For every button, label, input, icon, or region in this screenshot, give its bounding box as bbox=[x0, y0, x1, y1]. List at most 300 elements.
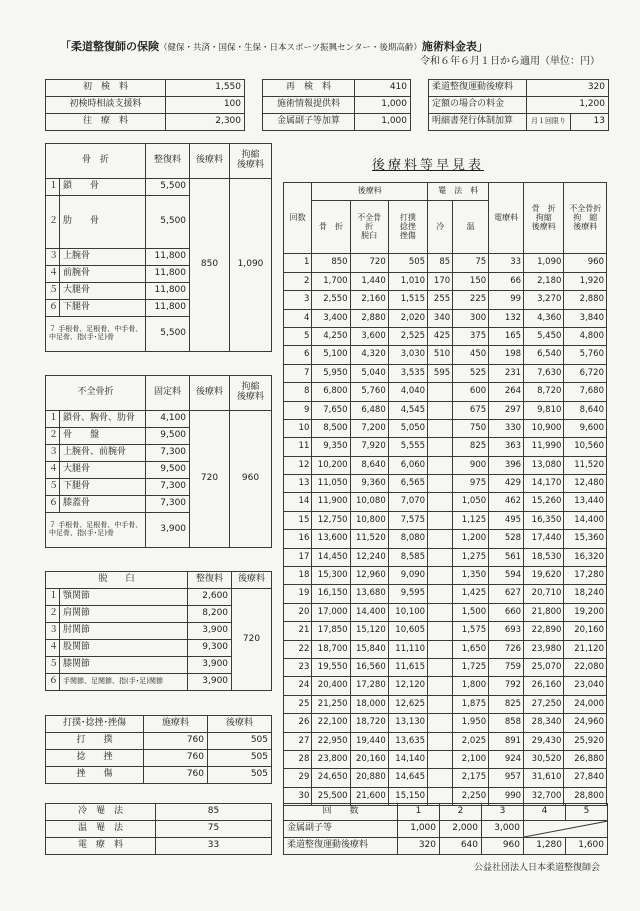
row-fee: 3,900 bbox=[188, 623, 232, 640]
col-header-elec: 電療料 bbox=[489, 183, 524, 254]
cell-cold: 255 bbox=[428, 291, 453, 309]
row-name: 電 療 料 bbox=[46, 838, 156, 855]
cell-warm: 2,175 bbox=[453, 769, 489, 787]
cell-sprain: 15,150 bbox=[388, 787, 427, 805]
row-number: １ bbox=[46, 411, 60, 428]
cell-inc-contract: 13,440 bbox=[564, 493, 607, 511]
row-name: 骨 盤 bbox=[60, 428, 146, 445]
cell-warm: 975 bbox=[453, 475, 489, 493]
row-name: 肩関節 bbox=[60, 606, 188, 623]
cell-inc-contract: 16,320 bbox=[564, 548, 607, 566]
cell-sprain: 10,100 bbox=[388, 603, 427, 621]
col-header: 打撲･捻挫･挫傷 bbox=[46, 716, 144, 733]
cell-cold bbox=[428, 658, 453, 676]
table-row bbox=[284, 419, 607, 437]
row-value: 1,600 bbox=[566, 838, 608, 855]
table-row bbox=[46, 589, 272, 606]
cell-fracture: 22,950 bbox=[312, 732, 350, 750]
row-name: 捻 挫 bbox=[46, 750, 144, 767]
cell-incomplete: 20,880 bbox=[350, 769, 388, 787]
cell-frac-contract: 31,610 bbox=[524, 769, 564, 787]
cell-sprain: 8,080 bbox=[388, 530, 427, 548]
table-header bbox=[46, 376, 272, 411]
cell-inc-contract: 24,960 bbox=[564, 714, 607, 732]
table-row bbox=[284, 677, 607, 695]
diagonal-cell bbox=[524, 821, 608, 838]
col-header: 不全骨折 bbox=[46, 376, 146, 411]
header-line: 拘 縮 bbox=[573, 212, 598, 222]
table-row bbox=[46, 838, 272, 855]
cell-fracture: 17,850 bbox=[312, 622, 350, 640]
header-line: 後療料 bbox=[573, 221, 598, 231]
cell-warm: 750 bbox=[453, 419, 489, 437]
cell-count: 13 bbox=[284, 475, 312, 493]
fee-label: 初 検 料 bbox=[46, 80, 166, 97]
cell-inc-contract: 27,840 bbox=[564, 769, 607, 787]
row-name bbox=[46, 513, 146, 548]
row-number: ３ bbox=[46, 623, 60, 640]
cell-inc-contract: 8,640 bbox=[564, 401, 607, 419]
row-value: 2,000 bbox=[440, 821, 482, 838]
cell-frac-contract: 28,340 bbox=[524, 714, 564, 732]
table-row bbox=[429, 80, 609, 97]
cell-inc-contract: 23,040 bbox=[564, 677, 607, 695]
col-header-incomplete bbox=[350, 201, 388, 254]
row-name: 大腿骨 bbox=[60, 462, 146, 479]
cell-inc-contract: 2,880 bbox=[564, 291, 607, 309]
col-header: 後療料 bbox=[190, 144, 230, 179]
row-name-line: 中足骨、指(手･足)骨 bbox=[49, 333, 114, 341]
cell-fracture: 13,600 bbox=[312, 530, 350, 548]
row-number: ７ bbox=[49, 521, 56, 530]
cell-elec: 33 bbox=[489, 254, 524, 272]
row-after: 505 bbox=[208, 750, 272, 767]
row-label: 金属副子等 bbox=[284, 821, 398, 838]
cell-sprain: 9,090 bbox=[388, 567, 427, 585]
row-name: 温 罨 法 bbox=[46, 821, 156, 838]
cell-incomplete: 8,640 bbox=[350, 456, 388, 474]
col-header: 固定料 bbox=[146, 376, 190, 411]
row-fee: 5,500 bbox=[146, 179, 190, 196]
row-fee: 3,900 bbox=[146, 513, 190, 548]
cell-sprain: 13,130 bbox=[388, 714, 427, 732]
cell-count: 16 bbox=[284, 530, 312, 548]
row-number: ３ bbox=[46, 249, 60, 266]
table-row bbox=[284, 769, 607, 787]
cell-elec: 132 bbox=[489, 309, 524, 327]
table-row bbox=[284, 585, 607, 603]
cell-cold bbox=[428, 456, 453, 474]
cell-sprain: 4,040 bbox=[388, 383, 427, 401]
cell-incomplete: 7,920 bbox=[350, 438, 388, 456]
title-sub: （健保・共済・国保・生保・日本スポーツ振興センター・後期高齢） bbox=[159, 43, 422, 53]
table-row bbox=[284, 309, 607, 327]
fee-label: 明細書発行体制加算 bbox=[429, 114, 527, 131]
cell-cold bbox=[428, 530, 453, 548]
cell-elec: 231 bbox=[489, 364, 524, 382]
cell-warm: 900 bbox=[453, 456, 489, 474]
cell-count: 5 bbox=[284, 327, 312, 345]
col-header: 回 数 bbox=[284, 804, 398, 821]
row-fee: 11,800 bbox=[146, 266, 190, 283]
table-row bbox=[284, 475, 607, 493]
table-row bbox=[284, 567, 607, 585]
cell-cold bbox=[428, 438, 453, 456]
quick-table-title: 後療料等早見表 bbox=[372, 158, 485, 173]
cell-sprain: 1,515 bbox=[388, 291, 427, 309]
row-name-line: 手根骨、足根骨、中手骨、 bbox=[58, 325, 143, 334]
cell-cold: 340 bbox=[428, 309, 453, 327]
row-fee: 9,500 bbox=[146, 462, 190, 479]
cell-warm: 300 bbox=[453, 309, 489, 327]
cell-count: 29 bbox=[284, 769, 312, 787]
cell-elec: 99 bbox=[489, 291, 524, 309]
count-header: 1 bbox=[398, 804, 440, 821]
row-name: 冷 罨 法 bbox=[46, 804, 156, 821]
cell-incomplete: 20,160 bbox=[350, 750, 388, 768]
cell-cold: 425 bbox=[428, 327, 453, 345]
row-name: 挫 傷 bbox=[46, 767, 144, 784]
row-name: 大腿骨 bbox=[60, 283, 146, 300]
cell-fracture: 19,550 bbox=[312, 658, 350, 676]
cell-warm: 1,725 bbox=[453, 658, 489, 676]
cell-fracture: 25,500 bbox=[312, 787, 350, 805]
col-header: 施療料 bbox=[144, 716, 208, 733]
row-fee: 9,500 bbox=[146, 428, 190, 445]
cell-fracture: 12,750 bbox=[312, 511, 350, 529]
row-number: ５ bbox=[46, 283, 60, 300]
row-name: 上腕骨、前腕骨 bbox=[60, 445, 146, 462]
row-name: 股関節 bbox=[60, 640, 188, 657]
cell-inc-contract: 22,080 bbox=[564, 658, 607, 676]
header-line: 後療料 bbox=[237, 392, 265, 402]
cell-warm: 1,875 bbox=[453, 695, 489, 713]
row-number: ４ bbox=[46, 640, 60, 657]
cell-incomplete: 6,480 bbox=[350, 401, 388, 419]
cell-warm: 1,575 bbox=[453, 622, 489, 640]
cell-incomplete: 12,240 bbox=[350, 548, 388, 566]
col-header-count: 回数 bbox=[284, 183, 312, 254]
cell-warm: 825 bbox=[453, 438, 489, 456]
cell-sprain: 1,010 bbox=[388, 272, 427, 290]
contract-fee: 960 bbox=[230, 411, 272, 548]
row-fee: 760 bbox=[144, 750, 208, 767]
header-line: 拘縮 bbox=[535, 212, 552, 222]
row-value: 320 bbox=[398, 838, 440, 855]
cell-fracture: 20,400 bbox=[312, 677, 350, 695]
cell-frac-contract: 30,520 bbox=[524, 750, 564, 768]
table-row bbox=[284, 603, 607, 621]
row-number: ４ bbox=[46, 462, 60, 479]
cell-sprain: 11,110 bbox=[388, 640, 427, 658]
cell-elec: 627 bbox=[489, 585, 524, 603]
cell-count: 12 bbox=[284, 456, 312, 474]
cell-warm: 1,350 bbox=[453, 567, 489, 585]
cell-elec: 825 bbox=[489, 695, 524, 713]
cell-count: 6 bbox=[284, 346, 312, 364]
cell-elec: 462 bbox=[489, 493, 524, 511]
col-header: 脱 臼 bbox=[46, 572, 188, 589]
cell-count: 3 bbox=[284, 291, 312, 309]
col-header: 後療料 bbox=[232, 572, 272, 589]
cell-fracture: 6,800 bbox=[312, 383, 350, 401]
cell-elec: 693 bbox=[489, 622, 524, 640]
cell-inc-contract: 21,120 bbox=[564, 640, 607, 658]
cell-warm: 1,650 bbox=[453, 640, 489, 658]
cell-elec: 429 bbox=[489, 475, 524, 493]
col-header-sprain bbox=[388, 201, 427, 254]
cell-fracture: 4,250 bbox=[312, 327, 350, 345]
table-row bbox=[46, 750, 272, 767]
cell-incomplete: 18,000 bbox=[350, 695, 388, 713]
cell-incomplete: 18,720 bbox=[350, 714, 388, 732]
row-fee: 3,900 bbox=[188, 674, 232, 691]
cell-inc-contract: 17,280 bbox=[564, 567, 607, 585]
cell-elec: 396 bbox=[489, 456, 524, 474]
cell-count: 2 bbox=[284, 272, 312, 290]
fee-label: 初検時相談支援料 bbox=[46, 97, 166, 114]
table-row bbox=[284, 658, 607, 676]
table-row bbox=[284, 272, 607, 290]
cell-fracture: 16,150 bbox=[312, 585, 350, 603]
cell-frac-contract: 32,700 bbox=[524, 787, 564, 805]
row-value: 75 bbox=[156, 821, 272, 838]
cell-inc-contract: 14,400 bbox=[564, 511, 607, 529]
cell-cold: 510 bbox=[428, 346, 453, 364]
row-name: 鎖 骨 bbox=[60, 179, 146, 196]
cell-sprain: 2,525 bbox=[388, 327, 427, 345]
cell-incomplete: 21,600 bbox=[350, 787, 388, 805]
row-number: ２ bbox=[46, 606, 60, 623]
cell-count: 15 bbox=[284, 511, 312, 529]
cell-elec: 891 bbox=[489, 732, 524, 750]
cell-cold bbox=[428, 585, 453, 603]
table-row bbox=[263, 97, 411, 114]
cell-inc-contract: 11,520 bbox=[564, 456, 607, 474]
cell-count: 22 bbox=[284, 640, 312, 658]
cell-warm: 1,050 bbox=[453, 493, 489, 511]
row-fee: 5,500 bbox=[146, 196, 190, 249]
cell-warm: 2,100 bbox=[453, 750, 489, 768]
table-row bbox=[46, 114, 245, 131]
cell-count: 26 bbox=[284, 714, 312, 732]
cell-elec: 66 bbox=[489, 272, 524, 290]
cell-frac-contract: 14,170 bbox=[524, 475, 564, 493]
table-row bbox=[284, 548, 607, 566]
row-fee: 11,800 bbox=[146, 283, 190, 300]
cell-incomplete: 12,960 bbox=[350, 567, 388, 585]
col-header: 後療料 bbox=[208, 716, 272, 733]
table-row bbox=[263, 114, 411, 131]
quick-reference-table bbox=[283, 182, 607, 806]
cell-cold bbox=[428, 511, 453, 529]
header-line: 拘縮 bbox=[241, 382, 260, 393]
cell-elec: 957 bbox=[489, 769, 524, 787]
cell-sprain: 12,120 bbox=[388, 677, 427, 695]
header-line: 捻挫 bbox=[399, 221, 416, 231]
cell-incomplete: 3,600 bbox=[350, 327, 388, 345]
cell-cold bbox=[428, 493, 453, 511]
cell-fracture: 9,350 bbox=[312, 438, 350, 456]
row-number: １ bbox=[46, 179, 60, 196]
row-name: 膝蓋骨 bbox=[60, 496, 146, 513]
table-row bbox=[284, 821, 608, 838]
table-row bbox=[46, 804, 272, 821]
cell-warm: 675 bbox=[453, 401, 489, 419]
cell-count: 11 bbox=[284, 438, 312, 456]
cell-warm: 225 bbox=[453, 291, 489, 309]
cell-warm: 1,425 bbox=[453, 585, 489, 603]
table-row bbox=[284, 714, 607, 732]
cell-fracture: 17,000 bbox=[312, 603, 350, 621]
cell-fracture: 18,700 bbox=[312, 640, 350, 658]
row-name: 上腕骨 bbox=[60, 249, 146, 266]
cell-incomplete: 720 bbox=[350, 254, 388, 272]
cell-incomplete: 19,440 bbox=[350, 732, 388, 750]
col-header-fracture: 骨 折 bbox=[312, 201, 350, 254]
cell-count: 17 bbox=[284, 548, 312, 566]
cell-frac-contract: 10,900 bbox=[524, 419, 564, 437]
row-fee: 11,800 bbox=[146, 300, 190, 317]
col-header-warm: 温 bbox=[453, 201, 489, 254]
col-header: 骨 折 bbox=[46, 144, 146, 179]
cell-cold bbox=[428, 475, 453, 493]
row-number: ６ bbox=[46, 496, 60, 513]
table-row bbox=[284, 456, 607, 474]
col-header-cold: 冷 bbox=[428, 201, 453, 254]
cell-fracture: 7,650 bbox=[312, 401, 350, 419]
fee-note: 月１回限り bbox=[527, 114, 571, 131]
after-fee: 850 bbox=[190, 179, 230, 352]
cell-fracture: 850 bbox=[312, 254, 350, 272]
cell-frac-contract: 6,540 bbox=[524, 346, 564, 364]
col-header: 整復料 bbox=[146, 144, 190, 179]
cell-cold bbox=[428, 769, 453, 787]
cell-sprain: 9,595 bbox=[388, 585, 427, 603]
fee-value: 1,000 bbox=[355, 97, 411, 114]
row-name: 肘関節 bbox=[60, 623, 188, 640]
row-number: ６ bbox=[46, 300, 60, 317]
table-row bbox=[46, 411, 272, 428]
row-fee: 7,300 bbox=[146, 479, 190, 496]
row-number: ７ bbox=[49, 325, 56, 334]
table-row bbox=[46, 97, 245, 114]
cell-fracture: 8,500 bbox=[312, 419, 350, 437]
cell-sprain: 6,060 bbox=[388, 456, 427, 474]
row-value: 1,000 bbox=[398, 821, 440, 838]
table-row bbox=[284, 438, 607, 456]
cell-count: 20 bbox=[284, 603, 312, 621]
cell-inc-contract: 20,160 bbox=[564, 622, 607, 640]
cell-count: 18 bbox=[284, 567, 312, 585]
cell-inc-contract: 4,800 bbox=[564, 327, 607, 345]
cell-count: 14 bbox=[284, 493, 312, 511]
cell-cold bbox=[428, 548, 453, 566]
cell-warm: 2,250 bbox=[453, 787, 489, 805]
fee-table-basic bbox=[45, 79, 245, 131]
table-row bbox=[284, 511, 607, 529]
row-name: 下腿骨 bbox=[60, 300, 146, 317]
cell-fracture: 11,050 bbox=[312, 475, 350, 493]
table-row bbox=[284, 346, 607, 364]
cell-elec: 264 bbox=[489, 383, 524, 401]
row-fee: 5,500 bbox=[146, 317, 190, 352]
cell-warm: 1,200 bbox=[453, 530, 489, 548]
table-row bbox=[46, 179, 272, 196]
fee-label: 再 検 料 bbox=[263, 80, 355, 97]
row-value: 1,280 bbox=[524, 838, 566, 855]
col-header: 後療料 bbox=[190, 376, 230, 411]
fee-value: 410 bbox=[355, 80, 411, 97]
cell-incomplete: 4,320 bbox=[350, 346, 388, 364]
cell-count: 9 bbox=[284, 401, 312, 419]
cell-elec: 924 bbox=[489, 750, 524, 768]
physio-table bbox=[45, 803, 272, 855]
cell-count: 10 bbox=[284, 419, 312, 437]
table-row bbox=[284, 383, 607, 401]
cell-inc-contract: 6,720 bbox=[564, 364, 607, 382]
cell-elec: 495 bbox=[489, 511, 524, 529]
row-number: ５ bbox=[46, 657, 60, 674]
cell-inc-contract: 7,680 bbox=[564, 383, 607, 401]
row-number: ４ bbox=[46, 266, 60, 283]
row-name: 打 撲 bbox=[46, 733, 144, 750]
cell-inc-contract: 3,840 bbox=[564, 309, 607, 327]
title-tail: 施術料金表」 bbox=[421, 40, 488, 53]
table-row bbox=[284, 493, 607, 511]
row-label: 柔道整復運動後療料 bbox=[284, 838, 398, 855]
fracture-table bbox=[45, 143, 272, 352]
row-fee: 7,300 bbox=[146, 445, 190, 462]
cell-inc-contract: 5,760 bbox=[564, 346, 607, 364]
row-number: ２ bbox=[46, 196, 60, 249]
cell-elec: 297 bbox=[489, 401, 524, 419]
after-fee: 720 bbox=[232, 589, 272, 691]
cell-incomplete: 14,400 bbox=[350, 603, 388, 621]
cell-cold bbox=[428, 603, 453, 621]
cell-fracture: 3,400 bbox=[312, 309, 350, 327]
cell-incomplete: 9,360 bbox=[350, 475, 388, 493]
row-after: 505 bbox=[208, 733, 272, 750]
cell-cold bbox=[428, 677, 453, 695]
col-header-compress: 罨 法 料 bbox=[428, 183, 489, 201]
table-row bbox=[429, 114, 609, 131]
header-line: 挫傷 bbox=[399, 230, 416, 240]
cell-inc-contract: 18,240 bbox=[564, 585, 607, 603]
row-name-line: 手根骨、足根骨、中手骨、 bbox=[58, 521, 143, 530]
cell-elec: 528 bbox=[489, 530, 524, 548]
row-number: ３ bbox=[46, 445, 60, 462]
row-after: 505 bbox=[208, 767, 272, 784]
cell-frac-contract: 2,180 bbox=[524, 272, 564, 290]
cell-inc-contract: 10,560 bbox=[564, 438, 607, 456]
cell-elec: 330 bbox=[489, 419, 524, 437]
col-header bbox=[230, 144, 272, 179]
table-row bbox=[284, 254, 607, 272]
cell-sprain: 5,050 bbox=[388, 419, 427, 437]
col-header: 整復料 bbox=[188, 572, 232, 589]
row-number: ６ bbox=[46, 674, 60, 691]
cell-fracture: 24,650 bbox=[312, 769, 350, 787]
cell-fracture: 23,800 bbox=[312, 750, 350, 768]
cell-frac-contract: 17,440 bbox=[524, 530, 564, 548]
cell-cold bbox=[428, 401, 453, 419]
cell-cold bbox=[428, 714, 453, 732]
cell-cold bbox=[428, 732, 453, 750]
cell-sprain: 6,565 bbox=[388, 475, 427, 493]
row-number: ５ bbox=[46, 479, 60, 496]
cell-fracture: 5,950 bbox=[312, 364, 350, 382]
